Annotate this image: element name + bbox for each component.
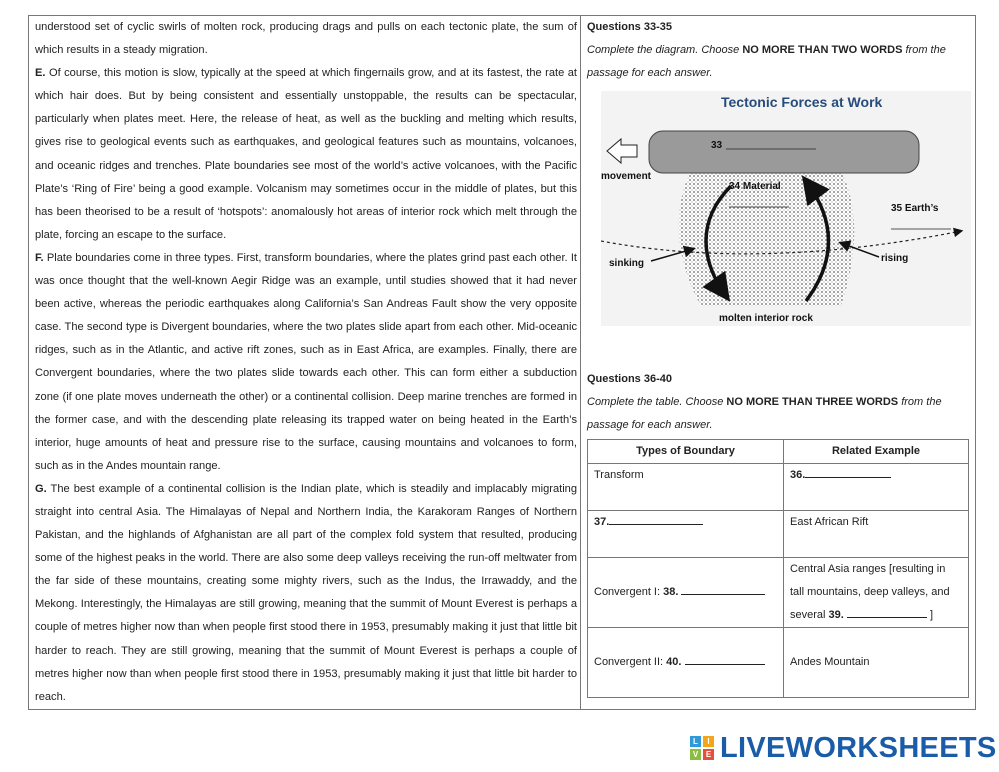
table-row [588,628,969,698]
instr-text: Complete the table. Choose [587,396,727,408]
passage-intro: understood set of cyclic swirls of molten rock, producing drags and pulls on each tectonic plate, the sum of which results in a steady migration. [35,21,577,57]
table-header-row [588,440,969,464]
question-number: 39. [828,609,844,621]
tectonic-diagram [601,91,971,326]
cell-example: East African Rift [784,511,969,558]
question-number: 36. [790,469,806,481]
logo-tile: L [690,736,701,747]
reading-passage [35,16,577,709]
paragraph-text: Plate boundaries come in three types. First, transform boundaries, where the plates grind past each other. It was once thought that the well-known Aegir Ridge was an example, until studies showed that it had never been active, whereas the periodic earthquakes along California’s San Andreas Fault show the very opposite case. The second type is Divergent boundaries, where the two plates slide apart from each other. Mid-oceanic ridges, such as in the Atlantic, and active rift zones, such as in East Africa, are examples. Finally, there are Convergent boundaries, where the two plates slide towards each other. This can form either a subduction zone (if one plate moves underneath the other) or a continental collision. Deep marine trenches are formed in the former case, and with the descending plate releasing its trapped water on being heated in the Earth’s interior, huge amounts of heat and pressure rise to the surface, causing mountains and volcanoes to form, such as in the Andes mountain range. [35,251,577,472]
questions-36-40-heading: Questions 36-40 [587,373,672,385]
table-row [588,558,969,628]
paragraph-e [35,62,577,247]
instr-emphasis: NO MORE THAN THREE WORDS [726,396,899,408]
question-number: 40. [666,656,682,668]
label-33: 33 [711,140,723,151]
label-rising: rising [881,253,909,264]
answer-39[interactable] [784,558,969,628]
question-number: 38. [663,586,679,598]
logo-tile: E [703,749,714,760]
logo-tile: V [690,749,701,760]
column-divider [580,16,581,709]
blank-38[interactable] [681,581,765,595]
cell-type: Transform [588,464,784,511]
logo-mark-icon [690,736,714,760]
worksheet-frame [28,15,976,710]
instr-text: Complete the diagram. Choose [587,44,743,56]
label-molten-rock: molten interior rock [719,313,813,324]
label-35: 35 Earth’s [891,203,939,214]
header-types: Types of Boundary [588,440,784,464]
label-movement: movement [601,171,652,182]
logo-text: LIVEWORKSHEETS [720,731,997,764]
blank-36[interactable] [805,464,891,478]
paragraph-g [35,478,577,709]
blank-39[interactable] [847,604,927,618]
questions-36-40 [587,368,973,437]
table-row [588,511,969,558]
questions-column [587,16,973,668]
paragraph-letter: G. [35,482,47,495]
instr-text: from the passage for each answer. [587,44,946,79]
questions-36-40-instructions [587,391,973,437]
header-example: Related Example [784,440,969,464]
paragraph-letter: F. [35,251,44,264]
cell-label: Convergent I: [594,586,664,598]
paragraph-text: The best example of a continental collision is the Indian plate, which is steadily and implacably migrating straight into central Asia. The Himalayas of Nepal and Northern India, the Karakoram Ranges of Northern Pakistan, and the highlands of Afghanistan are all part of the complex fold system that resulted, producing some of the highest peaks in the world. There are also some deep valleys receiving the run-off meltwater from the far side of these mountains, creating some mighty rivers, such as the Indus, the Irrawaddy, and the Mekong. Interestingly, the Himalayas are still growing, meaning that the summit of Mount Everest is perhaps a couple of metres higher now than when people first stood there in 1953, presumably making it just that little bit harder to reach. They are still growing, meaning that the summit of Mount Everest is perhaps a couple of metres higher now than when people first stood there in 1953, presumably making it just that little bit harder to reach. [35,482,577,703]
paragraph-f [35,247,577,478]
questions-33-35-heading: Questions 33-35 [587,21,672,33]
question-number: 37. [594,516,610,528]
cell-example: Andes Mountain [784,628,969,698]
answer-40[interactable] [588,628,784,698]
logo-tile: I [703,736,714,747]
boundary-table [587,439,969,698]
instr-text: from the passage for each answer. [587,396,942,431]
answer-36[interactable] [784,464,969,511]
cell-label: Central Asia ranges [resulting in tall mountains, deep valleys, and several [790,563,950,621]
answer-38[interactable] [588,558,784,628]
blank-40[interactable] [685,651,765,665]
label-34: 34 Material [729,181,781,192]
blank-37[interactable] [609,511,703,525]
table-row [588,464,969,511]
tectonic-plate [649,131,919,173]
paragraph-text: Of course, this motion is slow, typically at the speed at which fingernails grow, and at its fastest, the rate at which hair does. But by being consistent and essentially unstoppable, the results can be spectacular, particularly when plates meet. Here, the release of heat, as well as the buckling and melting which results, gives rise to geological events such as earthquakes, and geological features such as mountains, volcanoes, and oceanic ridges and trenches. Plate boundaries see most of the world’s active volcanoes, with the Pacific Plate’s ‘Ring of Fire’ being a good example. Volcanism may sometimes occur in the middle of plates, but this has been theorised to be a result of ‘hotspots’: anomalously hot areas of interior rock which melt through the plate, forcing an escape to the surface. [35,67,577,241]
paragraph-letter: E. [35,67,46,80]
instr-emphasis: NO MORE THAN TWO WORDS [742,44,903,56]
questions-33-35-instructions [587,39,973,85]
cell-label: ] [926,609,934,621]
liveworksheets-logo[interactable] [690,733,997,763]
label-sinking: sinking [609,258,645,269]
answer-37[interactable] [588,511,784,558]
cell-label: Convergent II: [594,656,667,668]
diagram-title: Tectonic Forces at Work [721,94,883,110]
